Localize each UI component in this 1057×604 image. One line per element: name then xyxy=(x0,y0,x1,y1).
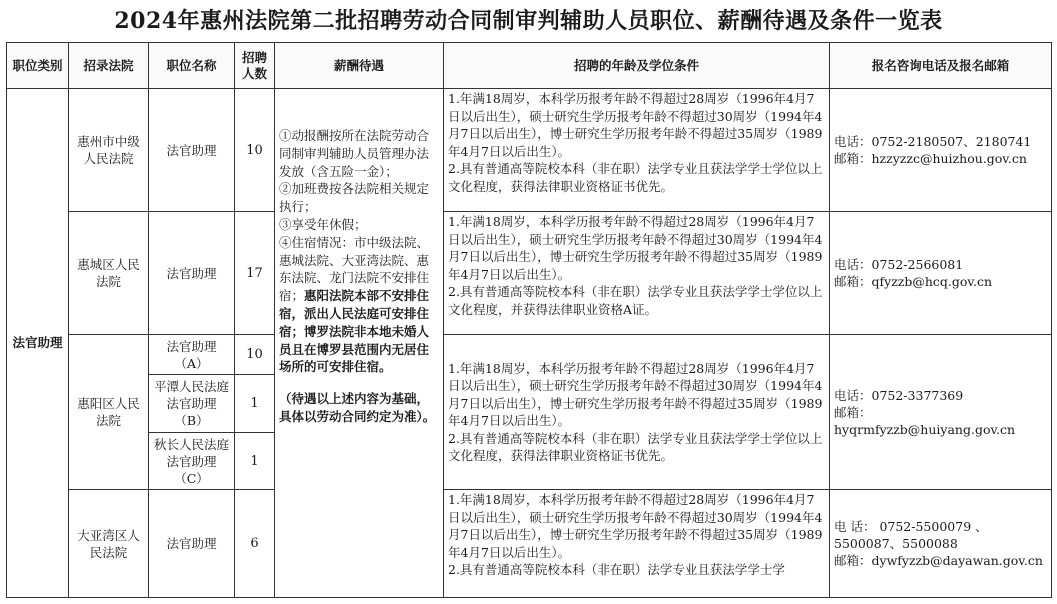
header-requirements: 招聘的年龄及学位条件 xyxy=(444,43,830,89)
header-count: 招聘人数 xyxy=(235,43,275,89)
pay-item-4-bold: 惠阳法院本部不安排住宿，派出人民法庭可安排住宿；博罗法院非本地未婚人员且在博罗县范围内无居住场所的可安排住宿。 xyxy=(279,288,430,375)
contact-cell xyxy=(830,212,1052,335)
pay-item-4-normal: ④住宿情况：市中级法院、惠城法院、大亚湾法院、惠东法院、龙门法院不安排住宿； xyxy=(279,234,430,304)
hire-count: 10 xyxy=(235,335,275,375)
contact-email[interactable]: 邮箱：qfyzzb@hcq.gov.cn xyxy=(834,274,993,289)
court-name: 惠阳区人民法院 xyxy=(69,335,149,490)
requirements-cell xyxy=(444,490,830,598)
requirements-cell xyxy=(444,335,830,490)
positions-table xyxy=(6,42,1052,598)
position-name: 平潭人民法庭法官助理（B） xyxy=(149,375,235,433)
requirements-cell xyxy=(444,212,830,335)
header-category: 职位类别 xyxy=(7,43,69,89)
pay-item-3: ③享受年休假； xyxy=(279,216,367,232)
contact-phone: 电 话： 0752-5500079 、5500087、5500088 xyxy=(834,519,988,551)
position-name: 秋长人民法庭法官助理（C） xyxy=(149,433,235,490)
contact-cell xyxy=(830,335,1052,490)
contact-email[interactable]: 邮箱：dywfyzzb@dayawan.gov.cn xyxy=(834,553,1043,568)
category-cell: 法官助理 xyxy=(7,89,69,598)
requirement-age: 1.年满18周岁，本科学历报考年龄不得超过28周岁（1996年4月7日以后出生），硕士研究生学历报考年龄不得超过30周岁（1994年4月7日以后出生），博士研究生学历报考年龄不得超过35周岁（1989年4月7日以后出生）。 xyxy=(448,360,823,428)
pay-note: （待遇以上述内容为基础，具体以劳动合同约定为准）。 xyxy=(279,391,436,424)
requirement-degree: 2.具有普通高等院校本科（非在职）法学专业且获法学学士学 xyxy=(448,562,785,577)
contact-email[interactable]: 邮箱：hyqrmfyzzb@huiyang.gov.cn xyxy=(834,404,1016,437)
hire-count: 17 xyxy=(235,212,275,335)
pay-item-2: ②加班费按各法院相关规定执行； xyxy=(279,181,430,215)
position-name: 法官助理（A） xyxy=(149,335,235,375)
header-court: 招录法院 xyxy=(69,43,149,89)
header-pay: 薪酬待遇 xyxy=(275,43,444,89)
pay-cell xyxy=(275,89,444,598)
contact-cell xyxy=(830,89,1052,212)
header-contact: 报名咨询电话及报名邮箱 xyxy=(830,43,1052,89)
requirement-age: 1.年满18周岁，本科学历报考年龄不得超过28周岁（1996年4月7日以后出生），硕士研究生学历报考年龄不得超过30周岁（1994年4月7日以后出生），博士研究生学历报考年龄不得超过35周岁（1989年4月7日以后出生）。 xyxy=(448,91,823,159)
requirement-degree: 2.具有普通高等院校本科（非在职）法学专业且获法学学士学位以上文化程度，获得法律职业资格证书优先。 xyxy=(448,430,823,463)
hire-count: 1 xyxy=(235,433,275,490)
court-name: 惠城区人民法院 xyxy=(69,212,149,335)
contact-phone: 电话：0752-2566081 xyxy=(834,257,964,272)
position-name: 法官助理 xyxy=(149,490,235,598)
position-name: 法官助理 xyxy=(149,89,235,212)
requirements-cell xyxy=(444,89,830,212)
table-row xyxy=(7,212,1052,335)
page-title: 2024年惠州法院第二批招聘劳动合同制审判辅助人员职位、薪酬待遇及条件一览表 xyxy=(114,8,943,34)
table-row xyxy=(7,490,1052,598)
requirement-degree: 2.具有普通高等院校本科（非在职）法学专业且获法学学士学位以上文化程度，获得法律职业资格证书优先。 xyxy=(448,161,823,194)
contact-phone: 电话：0752-2180507、2180741 xyxy=(834,134,1032,149)
table-header-row xyxy=(7,43,1052,89)
hire-count: 6 xyxy=(235,490,275,598)
header-position: 职位名称 xyxy=(149,43,235,89)
hire-count: 10 xyxy=(235,89,275,212)
position-name: 法官助理 xyxy=(149,212,235,335)
contact-cell xyxy=(830,490,1052,598)
contact-email[interactable]: 邮箱：hzzyzzc@huizhou.gov.cn xyxy=(834,151,1027,166)
table-row xyxy=(7,335,1052,375)
requirement-age: 1.年满18周岁，本科学历报考年龄不得超过28周岁（1996年4月7日以后出生），硕士研究生学历报考年龄不得超过30周岁（1994年4月7日以后出生），博士研究生学历报考年龄不得超过35周岁（1989年4月7日以后出生）。 xyxy=(448,214,823,282)
contact-phone: 电话：0752-3377369 xyxy=(834,387,964,403)
requirement-degree: 2.具有普通高等院校本科（非在职）法学专业且获法学学士学位以上文化程度，并获得法律职业资格A证。 xyxy=(448,284,823,317)
court-name: 大亚湾区人民法院 xyxy=(69,490,149,598)
table-row xyxy=(7,89,1052,212)
pay-item-1: ①动报酬按所在法院劳动合同制审判辅助人员管理办法发放（含五险一金）； xyxy=(279,128,430,179)
pay-item-4 xyxy=(279,234,439,376)
requirement-age: 1.年满18周岁，本科学历报考年龄不得超过28周岁（1996年4月7日以后出生），硕士研究生学历报考年龄不得超过30周岁（1994年4月7日以后出生），博士研究生学历报考年龄不得超过35周岁（1989年4月7日以后出生）。 xyxy=(448,492,823,560)
court-name: 惠州市中级人民法院 xyxy=(69,89,149,212)
hire-count: 1 xyxy=(235,375,275,433)
